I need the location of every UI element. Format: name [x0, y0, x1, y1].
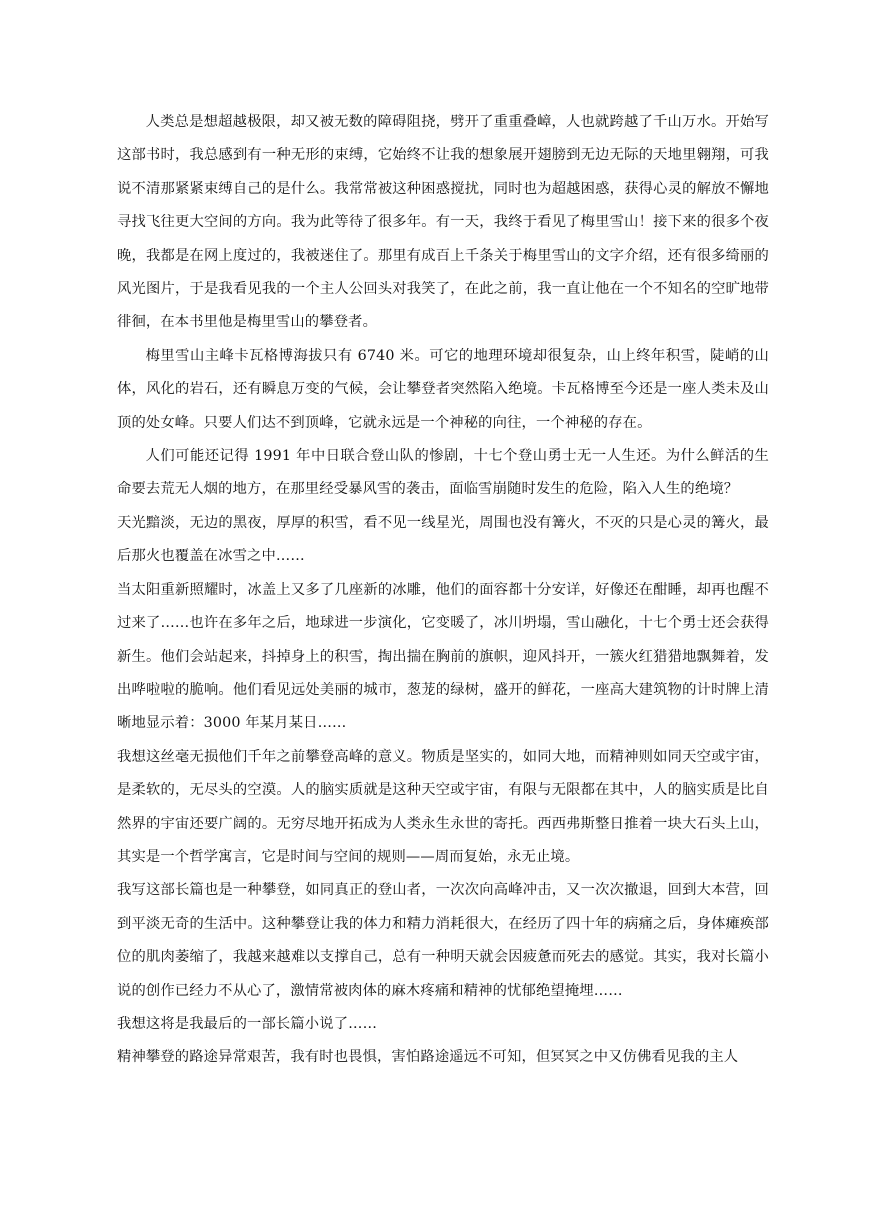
- paragraph-3: 人们可能还记得 1991 年中日联合登山队的惨剧，十七个登山勇士无一人生还。为什么鲜活的生命要去荒无人烟的地方，在那里经受暴风雪的袭击，面临雪崩随时发生的危险，陷入人生的绝境？: [117, 448, 769, 498]
- paragraph-4: 天光黯淡，无边的黑夜，厚厚的积雪，看不见一线星光，周围也没有篝火，不灭的只是心灵的篝火，最后那火也覆盖在冰雪之中……: [117, 514, 769, 565]
- paragraph-9: 精神攀登的路途异常艰苦，我有时也畏惧，害怕路途遥远不可知，但冥冥之中又仿佛看见我的主人: [117, 1049, 739, 1066]
- document-page: [117, 106, 769, 1075]
- paragraph-6: 我想这丝毫无损他们千年之前攀登高峰的意义。物质是坚实的，如同大地，而精神则如同天空或宇宙，是柔软的，无尽头的空漠。人的脑实质就是这种天空或宇宙，有限与无限都在其中，人的脑实质是比自然界的宇宙还要广阔的。无穷尽地开拓成为人类永生永世的寄托。西西弗斯整日推着一块大石头上山，其实是一个哲学寓言，它是时间与空间的规则——周而复始，永无止境。: [117, 748, 769, 865]
- paragraph-8: 我想这将是我最后的一部长篇小说了……: [117, 1015, 378, 1032]
- paragraph-1: 人类总是想超越极限，却又被无数的障碍阻挠，劈开了重重叠嶂，人也就跨越了千山万水。开始写这部书时，我总感到有一种无形的束缚，它始终不让我的想象展开翅膀到无边无际的天地里翱翔，可我说不清那紧紧束缚自己的是什么。我常常被这种困惑搅扰，同时也为超越困惑，获得心灵的解放不懈地寻找飞往更大空间的方向。我为此等待了很多年。有一天，我终于看见了梅里雪山！接下来的很多个夜晚，我都是在网上度过的，我被迷住了。那里有成百上千条关于梅里雪山的文字介绍，还有很多绮丽的风光图片，于是我看见我的一个主人公回头对我笑了，在此之前，我一直让他在一个不知名的空旷地带徘徊，在本书里他是梅里雪山的攀登者。: [117, 114, 769, 331]
- paragraph-5: 当太阳重新照耀时，冰盖上又多了几座新的冰雕，他们的面容都十分安详，好像还在酣睡，却再也醒不过来了……也许在多年之后，地球进一步演化，它变暖了，冰川坍塌，雪山融化，十七个勇士还会获得新生。他们会站起来，抖掉身上的积雪，掏出揣在胸前的旗帜，迎风抖开，一簇火红猎猎地飘舞着，发出哗啦啦的脆响。他们看见远处美丽的城市，葱茏的绿树，盛开的鲜花，一座高大建筑物的计时牌上清晰地显示着：3000 年某月某日……: [117, 581, 769, 732]
- paragraph-2: 梅里雪山主峰卡瓦格博海拔只有 6740 米。可它的地理环境却很复杂，山上终年积雪，陡峭的山体，风化的岩石，还有瞬息万变的气候，会让攀登者突然陷入绝境。卡瓦格博至今还是一座人类未及山顶的处女峰。只要人们达不到顶峰，它就永远是一个神秘的向往，一个神秘的存在。: [117, 347, 769, 431]
- paragraph-7: 我写这部长篇也是一种攀登，如同真正的登山者，一次次向高峰冲击，又一次次撤退，回到大本营，回到平淡无奇的生活中。这种攀登让我的体力和精力消耗很大，在经历了四十年的病痛之后，身体瘫痪部位的肌肉萎缩了，我越来越难以支撑自己，总有一种明天就会因疲惫而死去的感觉。其实，我对长篇小说的创作已经力不从心了，激情常被肉体的麻木疼痛和精神的忧郁绝望掩埋……: [117, 882, 769, 999]
